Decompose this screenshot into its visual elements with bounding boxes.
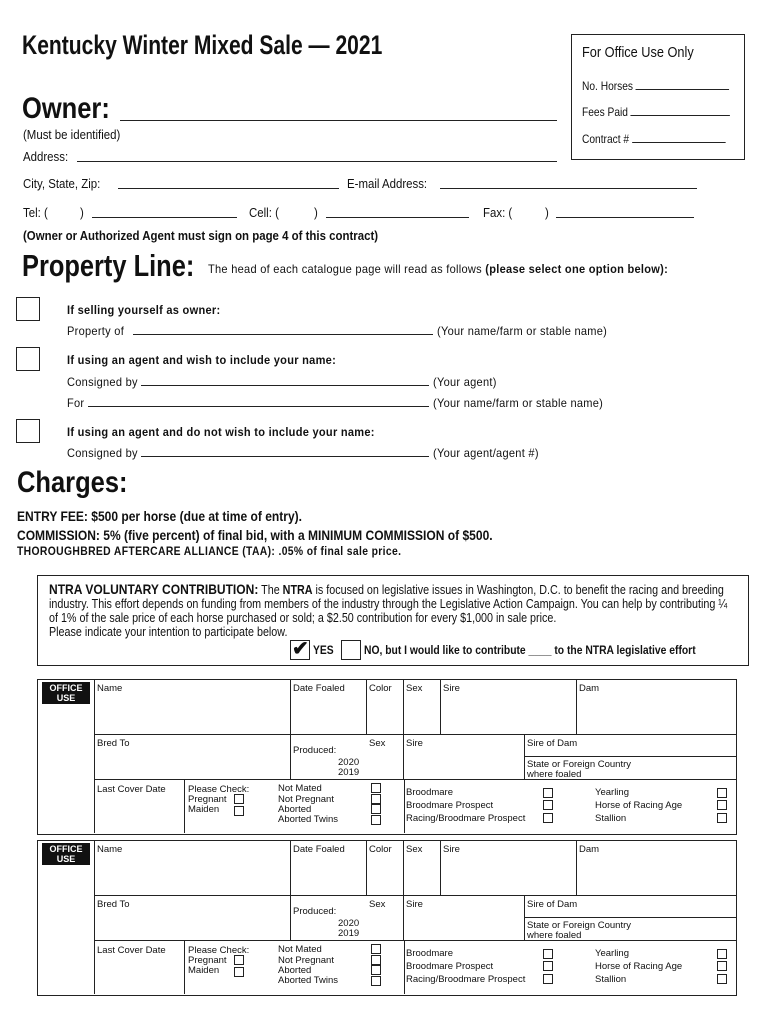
commission: COMMISSION: 5% (five percent) of final bid, with a MINIMUM COMMISSION of $500.: [17, 527, 493, 543]
option-owner-line-suffix: (Your name/farm or stable name): [437, 324, 608, 338]
pregnant-checkbox[interactable]: [234, 955, 244, 965]
pregnant-label: Pregnant: [188, 955, 227, 966]
aborted-checkbox[interactable]: [371, 804, 381, 814]
broodmare-prospect-label: Broodmare Prospect: [406, 961, 494, 972]
office-use-label: OFFICE USE: [42, 843, 90, 865]
tel-label: Tel: (: [23, 205, 48, 220]
stallion-checkbox[interactable]: [717, 813, 727, 823]
cell-label: Cell: (: [249, 205, 279, 220]
office-contract-field[interactable]: [632, 132, 726, 143]
broodmare-prospect-label: Broodmare Prospect: [406, 800, 494, 811]
option-agent-noname-checkbox[interactable]: [16, 419, 40, 443]
dam-field[interactable]: Dam: [577, 841, 736, 896]
bred-to-field[interactable]: Bred To: [95, 735, 291, 780]
office-horses-field[interactable]: [636, 79, 730, 90]
sire-field[interactable]: Sire: [441, 841, 577, 896]
racing-broodmare-label: Racing/Broodmare Prospect: [406, 974, 526, 985]
address-label: Address:: [23, 149, 69, 164]
not-mated-checkbox[interactable]: [371, 783, 381, 793]
office-use-label: OFFICE USE: [42, 682, 90, 704]
office-row-fees: Fees Paid: [582, 105, 730, 119]
sire-field-2[interactable]: Sire: [404, 735, 525, 780]
last-cover-label: Last Cover Date: [97, 945, 166, 956]
office-use-column: [38, 841, 95, 994]
year-2020-label: 2020: [338, 757, 360, 768]
racing-age-label: Horse of Racing Age: [595, 961, 683, 972]
name-field[interactable]: Name: [95, 841, 291, 896]
maiden-checkbox[interactable]: [234, 967, 244, 977]
maiden-label: Maiden: [188, 965, 220, 976]
ntra-box: [37, 575, 749, 666]
email-field[interactable]: [440, 188, 697, 189]
office-use-column: [38, 680, 95, 833]
form-title: Kentucky Winter Mixed Sale — 2021: [22, 30, 383, 60]
sire-field[interactable]: Sire: [441, 680, 577, 735]
broodmare-checkbox[interactable]: [543, 949, 553, 959]
last-cover-label: Last Cover Date: [97, 784, 166, 795]
city-state-zip-label: City, State, Zip:: [23, 176, 101, 191]
ntra-yes-label: YES: [313, 643, 334, 657]
racing-broodmare-label: Racing/Broodmare Prospect: [406, 813, 526, 824]
color-field[interactable]: Color: [367, 841, 404, 896]
ntra-paragraph: NTRA VOLUNTARY CONTRIBUTION: The NTRA is focused on legislative issues in Washington, D.C. to benefit the racing and breeding industry. This effort depends on funding from members of the industry through the Legislative Action Campaign. You can help by contributing ¼ of 1% of the sale price of each horse purchased or sold; a $2.50 contribution for every $1,000 in sale price. Please indicate your intention to participate below.: [49, 581, 728, 639]
charges-label: Charges:: [17, 466, 128, 499]
not-pregnant-label: Not Pregnant: [278, 794, 334, 805]
maiden-checkbox[interactable]: [234, 806, 244, 816]
not-pregnant-checkbox[interactable]: [371, 794, 381, 804]
option-owner-heading: If selling yourself as owner:: [67, 303, 221, 317]
option-owner-line-prefix: Property of: [67, 324, 125, 338]
broodmare-label: Broodmare: [406, 948, 453, 959]
sex-field[interactable]: Sex: [404, 680, 441, 735]
state-country-field[interactable]: State or Foreign Country where foaled: [525, 918, 736, 941]
racing-age-label: Horse of Racing Age: [595, 800, 683, 811]
option-agent-consigned-prefix: Consigned by: [67, 375, 138, 389]
option-agent-noname-heading: If using an agent and do not wish to include your name:: [67, 425, 375, 439]
option-agent-for-suffix: (Your name/farm or stable name): [433, 396, 604, 410]
yearling-checkbox[interactable]: [717, 949, 727, 959]
office-fees-field[interactable]: [631, 105, 730, 116]
aborted-label: Aborted: [278, 965, 312, 976]
owner-label: Owner:: [22, 92, 110, 125]
ntra-no-label: NO, but I would like to contribute ____ to the NTRA legislative effort: [364, 643, 696, 657]
tel-close-paren: ): [80, 205, 84, 220]
horse-entry-form-1: [37, 679, 737, 835]
city-state-zip-field[interactable]: [118, 188, 339, 189]
color-field[interactable]: Color: [367, 680, 404, 735]
option-agent-consigned-suffix: (Your agent): [433, 375, 497, 389]
option-agent-noname-prefix: Consigned by: [67, 446, 138, 460]
taa-fee: THOROUGHBRED AFTERCARE ALLIANCE (TAA): .05% of final sale price.: [17, 546, 402, 558]
entry-fee: ENTRY FEE: $500 per horse (due at time of entry).: [17, 508, 303, 524]
option-agent-noname-suffix: (Your agent/agent #): [433, 446, 539, 460]
please-check-label: Please Check:: [188, 945, 250, 956]
broodmare-label: Broodmare: [406, 787, 453, 798]
bred-to-field[interactable]: Bred To: [95, 896, 291, 941]
aborted-twins-label: Aborted Twins: [278, 814, 339, 825]
broodmare-prospect-checkbox[interactable]: [543, 800, 553, 810]
racing-broodmare-checkbox[interactable]: [543, 974, 553, 984]
property-of-field[interactable]: [133, 334, 433, 335]
pregnant-checkbox[interactable]: [234, 794, 244, 804]
pregnant-label: Pregnant: [188, 794, 227, 805]
produced-label: Produced:: [293, 906, 337, 917]
stallion-checkbox[interactable]: [717, 974, 727, 984]
stallion-label: Stallion: [595, 974, 627, 985]
not-mated-checkbox[interactable]: [371, 944, 381, 954]
name-field[interactable]: Name: [95, 680, 291, 735]
racing-broodmare-checkbox[interactable]: [543, 813, 553, 823]
fax-close-paren: ): [545, 205, 549, 220]
sex-field-2[interactable]: Sex: [367, 896, 404, 941]
year-2019-label: 2019: [338, 767, 360, 778]
for-name-field[interactable]: [88, 406, 429, 407]
ntra-no-checkbox[interactable]: [341, 640, 361, 660]
stallion-label: Stallion: [595, 813, 627, 824]
ntra-yes-checkbox[interactable]: [290, 640, 310, 660]
yearling-checkbox[interactable]: [717, 788, 727, 798]
produced-field[interactable]: [291, 735, 367, 780]
aborted-twins-checkbox[interactable]: [371, 815, 381, 825]
tel-field[interactable]: [92, 217, 237, 218]
option-owner-checkbox[interactable]: [16, 297, 40, 321]
email-label: E-mail Address:: [347, 176, 428, 191]
consigned-by-field[interactable]: [141, 385, 429, 386]
office-row-contract: Contract #: [582, 132, 725, 146]
check-mark-icon: ✔: [292, 638, 309, 660]
maiden-label: Maiden: [188, 804, 220, 815]
fax-field[interactable]: [556, 217, 694, 218]
consigned-by-agent-field[interactable]: [141, 456, 429, 457]
office-row-horses: No. Horses: [582, 79, 729, 93]
date-foaled-field[interactable]: Date Foaled: [291, 841, 367, 896]
broodmare-prospect-checkbox[interactable]: [543, 961, 553, 971]
dam-field[interactable]: Dam: [577, 680, 736, 735]
fax-label: Fax: (: [483, 205, 513, 220]
date-foaled-field[interactable]: Date Foaled: [291, 680, 367, 735]
owner-name-field[interactable]: [120, 120, 557, 121]
option-agent-name-heading: If using an agent and wish to include your name:: [67, 353, 337, 367]
yearling-label: Yearling: [595, 948, 629, 959]
not-mated-label: Not Mated: [278, 783, 322, 794]
office-use-box: [571, 34, 745, 160]
cell-close-paren: ): [314, 205, 318, 220]
horse-entry-form-2: [37, 840, 737, 996]
address-field[interactable]: [77, 161, 557, 162]
aborted-checkbox[interactable]: [371, 965, 381, 975]
state-country-field[interactable]: State or Foreign Country where foaled: [525, 757, 736, 780]
produced-label: Produced:: [293, 745, 337, 756]
aborted-twins-label: Aborted Twins: [278, 975, 339, 986]
year-2020-label: 2020: [338, 918, 360, 929]
produced-field[interactable]: [291, 896, 367, 941]
cell-field[interactable]: [326, 217, 469, 218]
please-check-label: Please Check:: [188, 784, 250, 795]
not-pregnant-checkbox[interactable]: [371, 955, 381, 965]
aborted-label: Aborted: [278, 804, 312, 815]
sire-of-dam-field[interactable]: Sire of Dam: [525, 735, 736, 757]
option-agent-for-prefix: For: [67, 396, 85, 410]
sire-field-2[interactable]: Sire: [404, 896, 525, 941]
year-2019-label: 2019: [338, 928, 360, 939]
racing-age-checkbox[interactable]: [717, 800, 727, 810]
sex-field-2[interactable]: Sex: [367, 735, 404, 780]
not-mated-label: Not Mated: [278, 944, 322, 955]
sire-of-dam-field[interactable]: Sire of Dam: [525, 896, 736, 918]
yearling-label: Yearling: [595, 787, 629, 798]
racing-age-checkbox[interactable]: [717, 961, 727, 971]
sex-field[interactable]: Sex: [404, 841, 441, 896]
must-be-identified: (Must be identified): [23, 127, 121, 142]
office-use-heading: For Office Use Only: [582, 44, 694, 61]
sign-note: (Owner or Authorized Agent must sign on page 4 of this contract): [23, 228, 379, 243]
aborted-twins-checkbox[interactable]: [371, 976, 381, 986]
not-pregnant-label: Not Pregnant: [278, 955, 334, 966]
property-line-label: Property Line:: [22, 248, 195, 283]
property-line-intro: The head of each catalogue page will read as follows (please select one option below):: [208, 262, 669, 276]
broodmare-checkbox[interactable]: [543, 788, 553, 798]
option-agent-name-checkbox[interactable]: [16, 347, 40, 371]
